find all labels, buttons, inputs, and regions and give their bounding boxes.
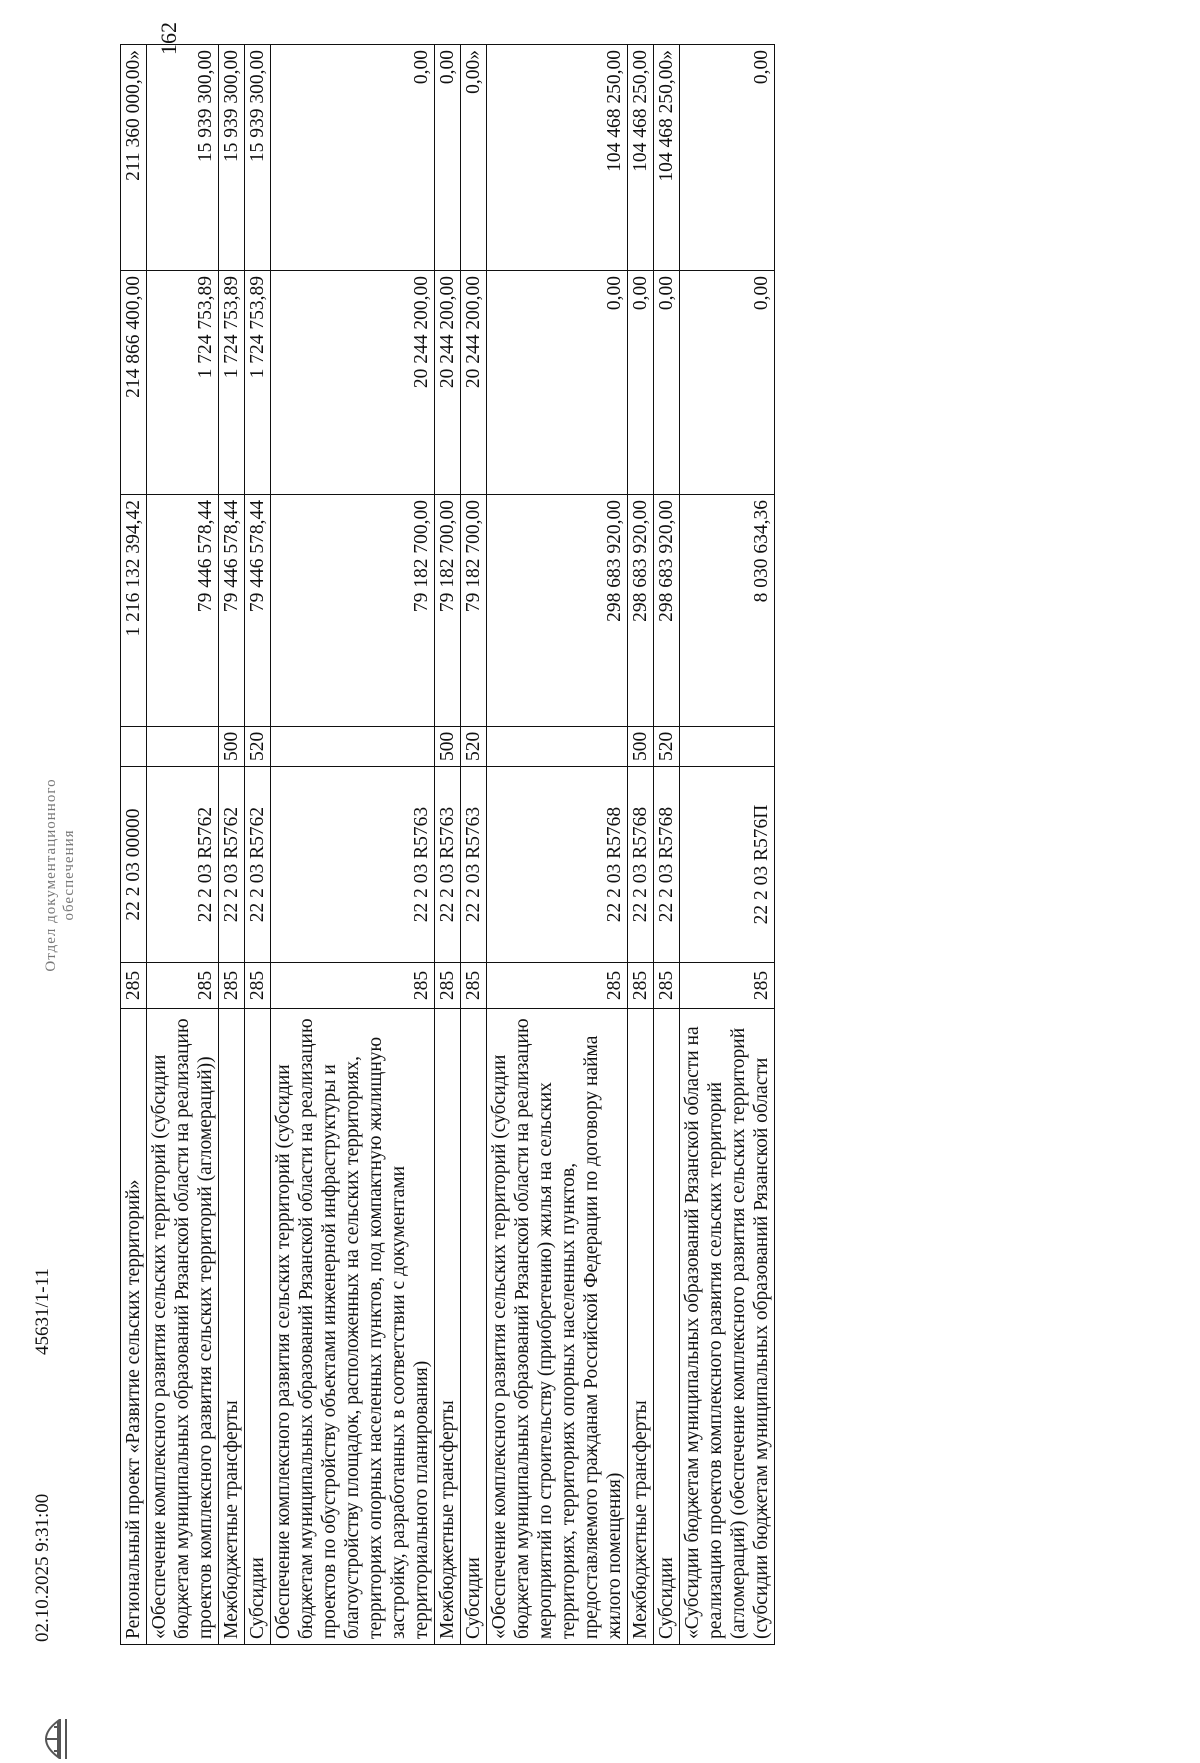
cell-name: «Субсидии бюджетам муниципальных образований Рязанской области на реализацию проектов комплексного развития сельских территорий (агломераций) (обеспечение комплексного развития сельских территорий (субсидии бюджетам муниципальных образований Рязанской области <box>680 1009 775 1645</box>
table-row <box>435 45 461 1645</box>
cell-expense-type: 520 <box>461 727 487 767</box>
cell-amount-2025: 79 446 578,44 <box>219 495 245 727</box>
cell-amount-2026: 0,00 <box>654 271 680 495</box>
table-row <box>461 45 487 1645</box>
cell-amount-2027: 0,00 <box>435 45 461 271</box>
cell-expense-type <box>680 727 775 767</box>
table-row <box>147 45 219 1645</box>
cell-amount-2027: 104 468 250,00» <box>654 45 680 271</box>
cell-name: Субсидии <box>461 1009 487 1645</box>
cell-target-article: 22 2 03 R5762 <box>245 767 271 963</box>
table-row <box>654 45 680 1645</box>
cell-amount-2027: 15 939 300,00 <box>245 45 271 271</box>
cell-amount-2026: 20 244 200,00 <box>435 271 461 495</box>
footer-doc-number: 45631/1-11 <box>32 1268 53 1355</box>
cell-target-article: 22 2 03 R576П <box>680 767 775 963</box>
cell-amount-2025: 8 030 634,36 <box>680 495 775 727</box>
budget-table <box>120 44 775 1645</box>
cell-amount-2025: 79 182 700,00 <box>271 495 435 727</box>
cell-amount-2025: 79 446 578,44 <box>147 495 219 727</box>
cell-amount-2026: 1 724 753,89 <box>147 271 219 495</box>
cell-name: Субсидии <box>245 1009 271 1645</box>
cell-target-article: 22 2 03 R5763 <box>435 767 461 963</box>
cell-expense-type: 520 <box>245 727 271 767</box>
cell-ved: 285 <box>680 963 775 1009</box>
cell-amount-2026: 0,00 <box>680 271 775 495</box>
cell-amount-2025: 1 216 132 394,42 <box>121 495 147 727</box>
cell-ved: 285 <box>487 963 628 1009</box>
cell-amount-2025: 79 446 578,44 <box>245 495 271 727</box>
cell-target-article: 22 2 03 R5768 <box>654 767 680 963</box>
cell-target-article: 22 2 03 R5768 <box>628 767 654 963</box>
cell-target-article: 22 2 03 00000 <box>121 767 147 963</box>
cell-name: Межбюджетные трансферты <box>219 1009 245 1645</box>
cell-ved: 285 <box>147 963 219 1009</box>
cell-amount-2025: 298 683 920,00 <box>487 495 628 727</box>
cell-amount-2026: 20 244 200,00 <box>461 271 487 495</box>
cell-amount-2026: 0,00 <box>628 271 654 495</box>
cell-expense-type: 520 <box>654 727 680 767</box>
cell-name: Межбюджетные трансферты <box>435 1009 461 1645</box>
cell-name: «Обеспечение комплексного развития сельских территорий (субсидии бюджетам муниципальных образований Рязанской области на реализацию проектов комплексного развития сельских территорий (агломераций)) <box>147 1009 219 1645</box>
cell-target-article: 22 2 03 R5763 <box>271 767 435 963</box>
stamp-line-2: обеспечения <box>61 829 77 921</box>
cell-amount-2027: 211 360 000,00» <box>121 45 147 271</box>
cell-ved: 285 <box>628 963 654 1009</box>
cell-name: Межбюджетные трансферты <box>628 1009 654 1645</box>
table-row <box>219 45 245 1645</box>
cell-target-article: 22 2 03 R5763 <box>461 767 487 963</box>
table-row <box>680 45 775 1645</box>
table-row <box>628 45 654 1645</box>
cell-name: Региональный проект «Развитие сельских территорий» <box>121 1009 147 1645</box>
cell-amount-2025: 79 182 700,00 <box>461 495 487 727</box>
page-number: 162 <box>156 22 181 55</box>
cell-expense-type: 500 <box>219 727 245 767</box>
cell-amount-2027: 104 468 250,00 <box>487 45 628 271</box>
table-row <box>245 45 271 1645</box>
cell-ved: 285 <box>219 963 245 1009</box>
cell-name: Субсидии <box>654 1009 680 1645</box>
cell-expense-type <box>147 727 219 767</box>
table-row <box>121 45 147 1645</box>
cell-amount-2027: 0,00 <box>271 45 435 271</box>
cell-expense-type <box>271 727 435 767</box>
cell-target-article: 22 2 03 R5768 <box>487 767 628 963</box>
cell-expense-type: 500 <box>435 727 461 767</box>
stamp-line-1: Отдел документационного <box>43 778 59 972</box>
cell-target-article: 22 2 03 R5762 <box>219 767 245 963</box>
table-row <box>487 45 628 1645</box>
table-body <box>121 45 775 1645</box>
cell-amount-2027: 0,00 <box>680 45 775 271</box>
cell-target-article: 22 2 03 R5762 <box>147 767 219 963</box>
cell-expense-type <box>487 727 628 767</box>
cell-amount-2026: 20 244 200,00 <box>271 271 435 495</box>
cell-amount-2027: 15 939 300,00 <box>219 45 245 271</box>
cell-amount-2025: 79 182 700,00 <box>435 495 461 727</box>
cell-amount-2027: 15 939 300,00 <box>147 45 219 271</box>
cell-name: Обеспечение комплексного развития сельских территорий (субсидии бюджетам муниципальных образований Рязанской области на реализацию проектов по обустройству объектами инженерной инфраструктуры и благоустройству площадок, расположенных на сельских территориях, территориях опорных населенных пунктов, под компактную жилищную застройку, разработанных в соответствии с документами территориального планирования) <box>271 1009 435 1645</box>
cell-name: «Обеспечение комплексного развития сельских территорий (субсидии бюджетам муниципальных образований Рязанской области на реализацию мероприятий по строительству (приобретению) жилья на сельских территориях, территориях опорных населенных пунктов, предоставляемого гражданам Российской Федерации по договору найма жилого помещения) <box>487 1009 628 1645</box>
cell-amount-2026: 214 866 400,00 <box>121 271 147 495</box>
cell-amount-2026: 0,00 <box>487 271 628 495</box>
table-row <box>271 45 435 1645</box>
cell-amount-2025: 298 683 920,00 <box>628 495 654 727</box>
cell-amount-2027: 0,00» <box>461 45 487 271</box>
footer-date: 02.10.2025 9:31:00 <box>32 1493 53 1642</box>
rotated-page <box>32 22 1080 1645</box>
cell-expense-type: 500 <box>628 727 654 767</box>
department-stamp <box>42 775 78 975</box>
duma-emblem-logo <box>28 1715 76 1763</box>
cell-ved: 285 <box>245 963 271 1009</box>
cell-expense-type <box>121 727 147 767</box>
cell-ved: 285 <box>271 963 435 1009</box>
cell-ved: 285 <box>121 963 147 1009</box>
cell-amount-2026: 1 724 753,89 <box>245 271 271 495</box>
cell-ved: 285 <box>435 963 461 1009</box>
cell-amount-2025: 298 683 920,00 <box>654 495 680 727</box>
cell-amount-2026: 1 724 753,89 <box>219 271 245 495</box>
cell-ved: 285 <box>461 963 487 1009</box>
cell-amount-2027: 104 468 250,00 <box>628 45 654 271</box>
cell-ved: 285 <box>654 963 680 1009</box>
